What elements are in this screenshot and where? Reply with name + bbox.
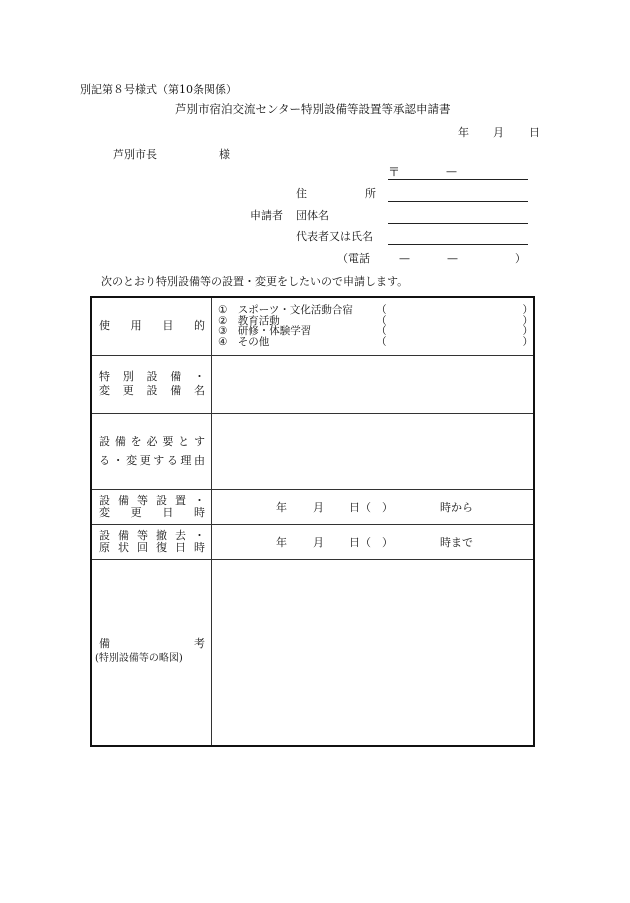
equipment-input-cell[interactable]	[212, 355, 535, 413]
row-remarks	[91, 559, 534, 746]
reason-label-line-1: 設 備 を 必 要 と す	[99, 435, 205, 448]
postal-code-field[interactable]	[388, 179, 528, 180]
remarks-label-cell	[91, 559, 212, 746]
remarks-sub-label: (特別設備等の略図)	[95, 653, 183, 665]
postal-mark-icon: 〒	[388, 165, 401, 179]
application-table	[90, 296, 535, 747]
addressee-name: 芦別市長	[113, 148, 157, 161]
install-day: 日（ ）	[349, 500, 393, 514]
option-close: ）	[522, 314, 533, 327]
reason-label-line-2: る ・ 変 更 す る 理 由	[99, 454, 205, 467]
install-month: 月	[313, 500, 324, 514]
postal-dash: —	[446, 165, 457, 178]
date-day: 日	[529, 126, 540, 139]
row-install	[91, 489, 534, 524]
phone-dash-1: —	[399, 252, 410, 265]
rep-label: 代表者又は氏名	[296, 230, 373, 243]
install-suffix: 時から	[440, 500, 473, 514]
applicant-label: 申請者	[250, 209, 283, 222]
option-number: ④	[218, 335, 228, 348]
reason-label-cell	[91, 413, 212, 489]
option-number: ③	[218, 325, 228, 338]
equipment-label-line-2: 変 更 設 備 名	[99, 384, 205, 397]
row-reason	[91, 413, 534, 489]
date-month: 月	[493, 126, 504, 139]
row-equipment	[91, 355, 534, 413]
removal-suffix: 時まで	[440, 535, 473, 549]
option-close: ）	[522, 325, 533, 338]
removal-datetime-cell[interactable]	[212, 524, 535, 559]
purpose-label: 使 用 目 的	[99, 319, 205, 333]
remarks-label: 備 考	[99, 637, 205, 651]
option-open: （	[376, 335, 387, 348]
option-open: （	[376, 314, 387, 327]
phone-dash-2: —	[447, 252, 458, 265]
install-datetime-cell[interactable]	[212, 489, 535, 524]
purpose-options	[212, 305, 533, 347]
option-number: ②	[218, 314, 228, 327]
reason-input-cell[interactable]	[212, 413, 535, 489]
option-label: 研修・体験学習	[237, 325, 312, 338]
org-label: 団体名	[296, 209, 329, 222]
install-label-line-2: 変 更 日 時	[99, 505, 205, 519]
address-label: 住 所	[296, 187, 376, 200]
row-purpose	[91, 297, 534, 355]
purpose-option-4[interactable]	[218, 337, 533, 348]
install-year: 年	[276, 500, 287, 514]
address-field[interactable]	[388, 201, 528, 202]
phone-close: ）	[515, 252, 526, 265]
form-number: 別記第８号様式（第10条関係）	[80, 83, 237, 96]
org-field[interactable]	[388, 223, 528, 224]
option-number: ①	[218, 304, 228, 317]
purpose-options-cell[interactable]	[212, 297, 535, 355]
form-title: 芦別市宿泊交流センター特別設備等設置等承認申請書	[175, 102, 451, 116]
removal-day: 日（ ）	[349, 535, 393, 549]
removal-label-line-2: 原 状 回 復 日 時	[99, 540, 205, 554]
removal-month: 月	[313, 535, 324, 549]
option-close: ）	[522, 335, 533, 348]
option-label: 教育活動	[237, 314, 280, 327]
removal-label-line-1: 設 備 等 撤 去 ・	[99, 528, 205, 542]
intro-text: 次のとおり特別設備等の設置・変更をしたいので申請します。	[101, 275, 409, 288]
addressee-honorific: 様	[219, 148, 230, 161]
equipment-label-cell	[91, 355, 212, 413]
option-label: スポーツ・文化活動合宿	[237, 304, 353, 317]
rep-field[interactable]	[388, 244, 528, 245]
option-open: （	[376, 304, 387, 317]
option-label: その他	[237, 335, 270, 348]
removal-year: 年	[276, 535, 287, 549]
date-year: 年	[458, 126, 469, 139]
removal-label-cell	[91, 524, 212, 559]
option-open: （	[376, 325, 387, 338]
phone-label: （電話	[337, 252, 370, 265]
install-label-line-1: 設 備 等 設 置 ・	[99, 493, 205, 507]
purpose-label-cell	[91, 297, 212, 355]
option-close: ）	[522, 304, 533, 317]
remarks-input-cell[interactable]	[212, 559, 535, 746]
row-removal	[91, 524, 534, 559]
install-label-cell	[91, 489, 212, 524]
equipment-label-line-1: 特 別 設 備 ・	[99, 370, 205, 383]
